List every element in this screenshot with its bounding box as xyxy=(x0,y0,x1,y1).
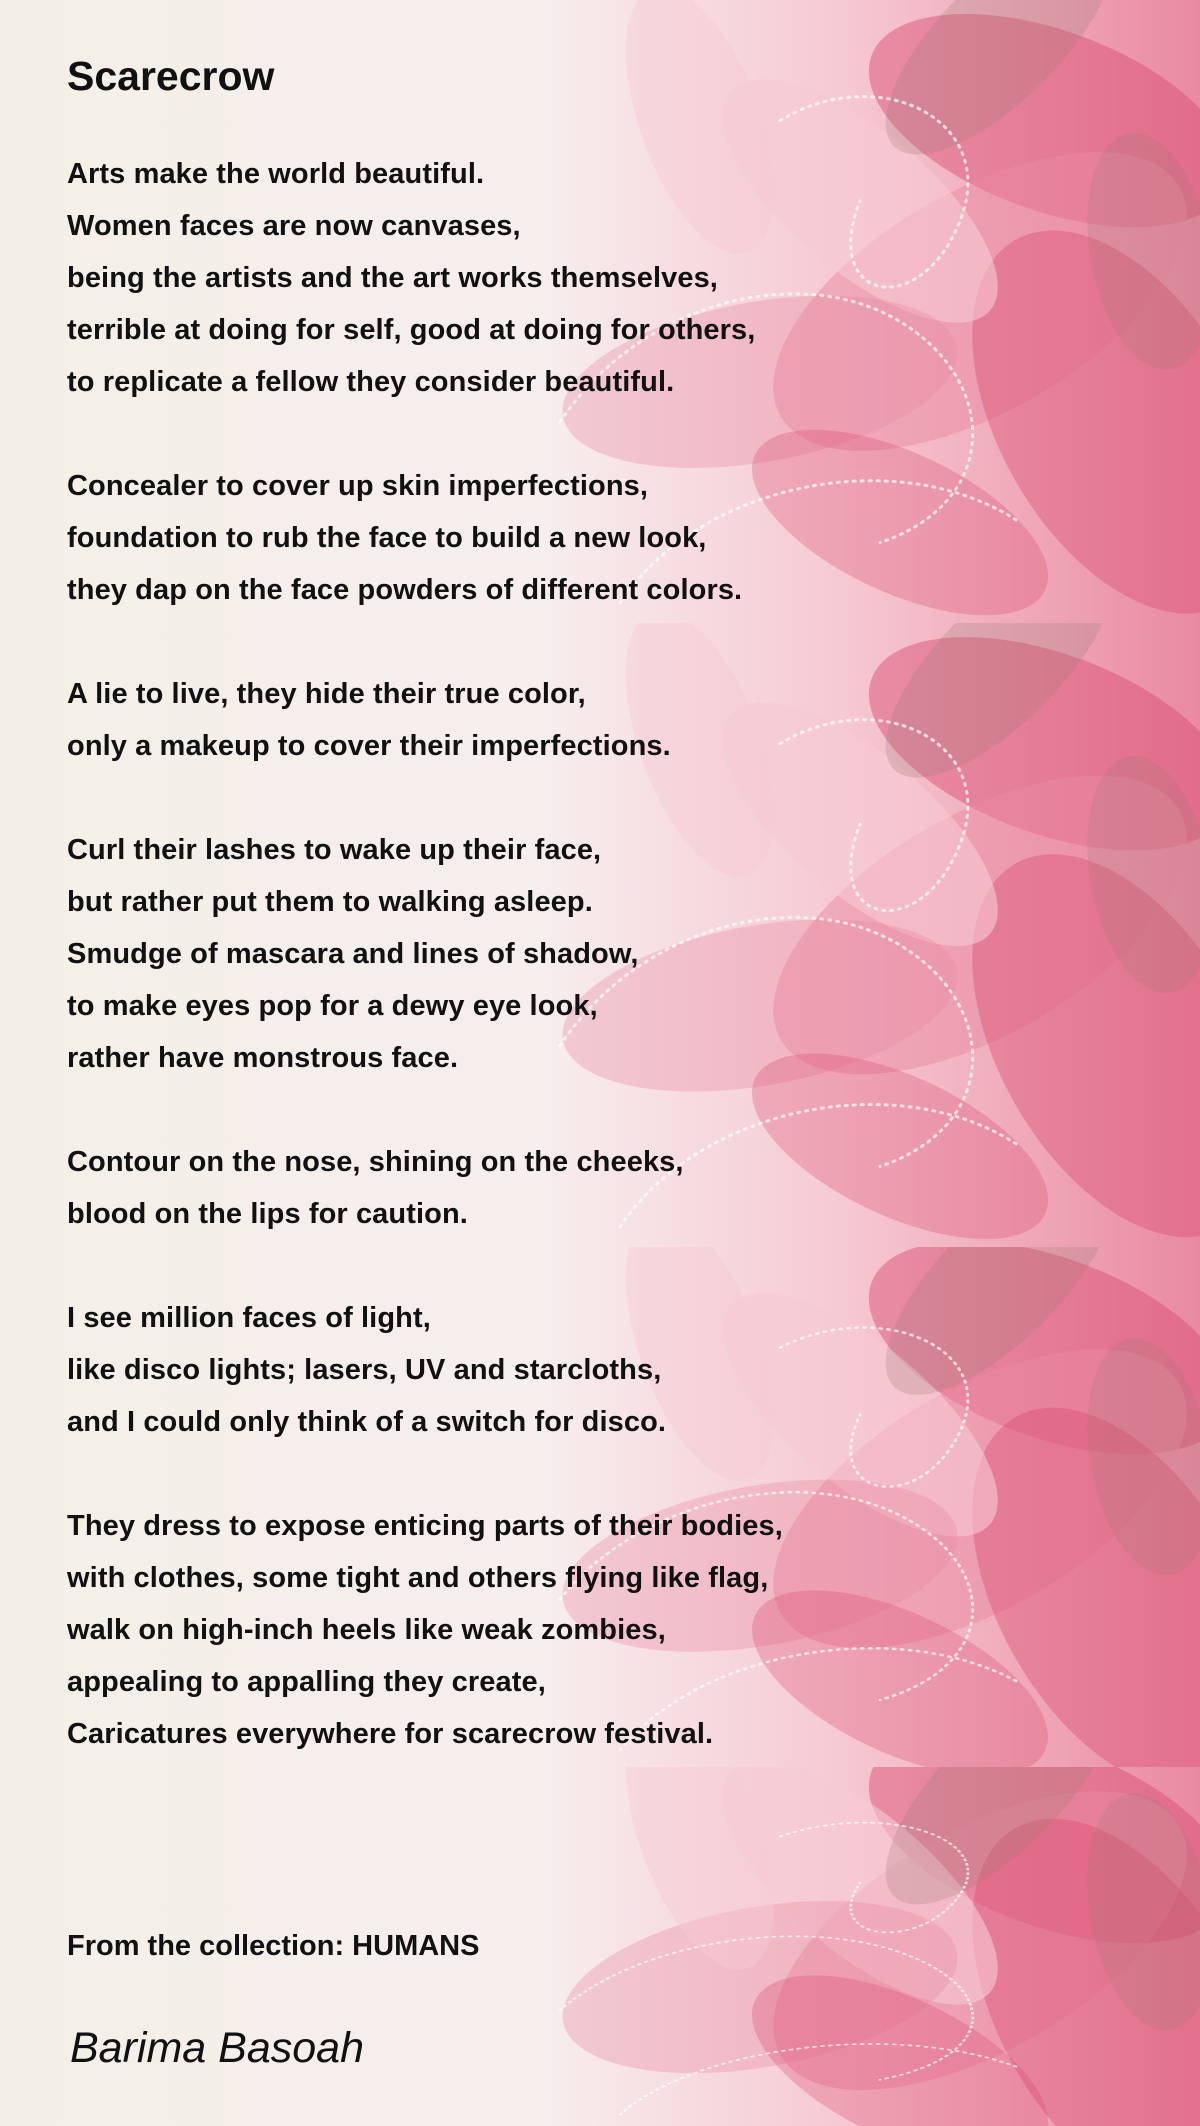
stanza xyxy=(67,460,783,616)
poem-line: I see million faces of light, xyxy=(67,1302,431,1334)
author-name: Barima Basoah xyxy=(70,2024,364,2072)
poem-line: with clothes, some tight and others flying like flag, xyxy=(67,1562,769,1594)
poem-line: foundation to rub the face to build a new look, xyxy=(67,522,707,554)
stanza xyxy=(67,1292,783,1448)
collection-label: From the collection: HUMANS xyxy=(67,1930,480,1962)
poem-line: A lie to live, they hide their true color, xyxy=(67,678,586,710)
poem-line: Women faces are now canvases, xyxy=(67,210,521,242)
poem-line: being the artists and the art works themselves, xyxy=(67,262,718,294)
poem-line: to make eyes pop for a dewy eye look, xyxy=(67,990,598,1022)
poem-line: Concealer to cover up skin imperfections, xyxy=(67,470,649,502)
poem-line: Curl their lashes to wake up their face, xyxy=(67,834,602,866)
poem-line: they dap on the face powders of different colors. xyxy=(67,574,743,606)
poem-line: Arts make the world beautiful. xyxy=(67,158,485,190)
stanza xyxy=(67,1500,783,1760)
poem-line: Contour on the nose, shining on the cheeks, xyxy=(67,1146,684,1178)
poem-line: walk on high-inch heels like weak zombies, xyxy=(67,1614,666,1646)
stanza xyxy=(67,1136,783,1240)
poem-body xyxy=(67,148,783,1812)
poem-line: to replicate a fellow they consider beautiful. xyxy=(67,366,675,398)
poem-line: rather have monstrous face. xyxy=(67,1042,459,1074)
poem-line: only a makeup to cover their imperfections. xyxy=(67,730,671,762)
stanza xyxy=(67,148,783,408)
poem-line: like disco lights; lasers, UV and starcloths, xyxy=(67,1354,662,1386)
poem-line: and I could only think of a switch for disco. xyxy=(67,1406,667,1438)
poem-line: Caricatures everywhere for scarecrow festival. xyxy=(67,1718,714,1750)
poem-line: appealing to appalling they create, xyxy=(67,1666,546,1698)
poem-line: Smudge of mascara and lines of shadow, xyxy=(67,938,639,970)
poem-line: blood on the lips for caution. xyxy=(67,1198,468,1230)
poem-line: They dress to expose enticing parts of their bodies, xyxy=(67,1510,783,1542)
poem-line: terrible at doing for self, good at doing for others, xyxy=(67,314,756,346)
poem-title: Scarecrow xyxy=(67,53,275,99)
poem-line: but rather put them to walking asleep. xyxy=(67,886,593,918)
stanza xyxy=(67,824,783,1084)
stanza xyxy=(67,668,783,772)
